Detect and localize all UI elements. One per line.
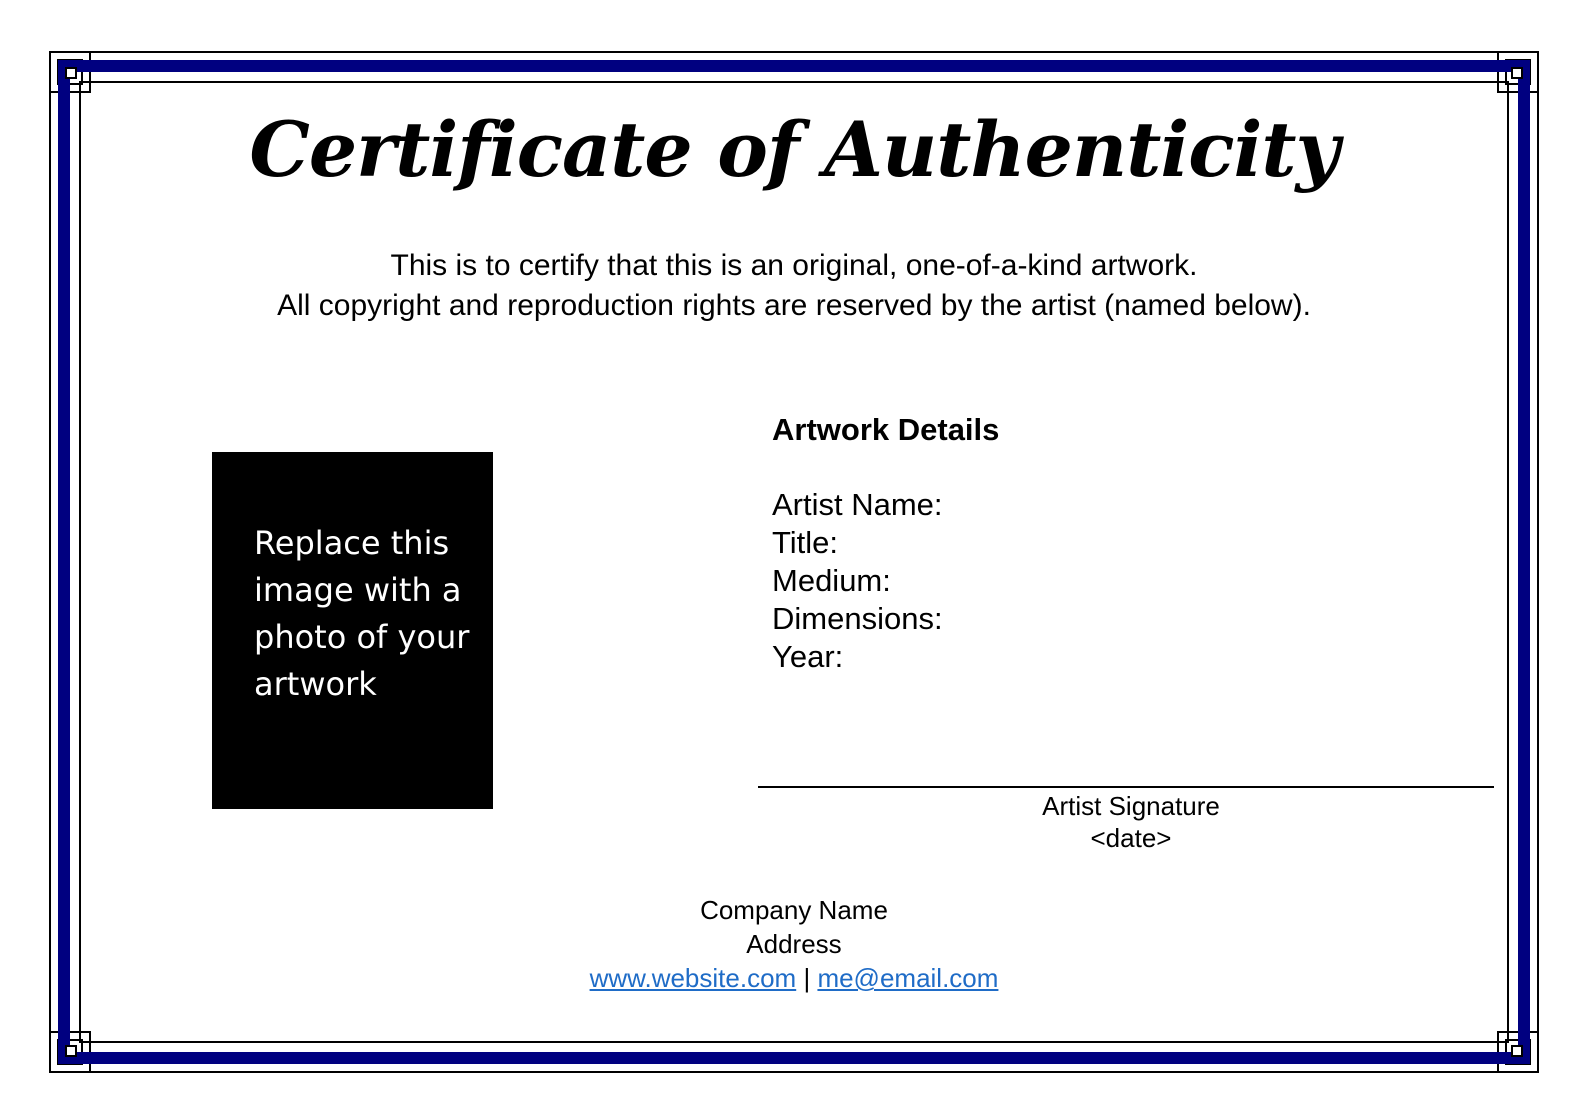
detail-field-medium: Medium: [772, 563, 891, 598]
artwork-placeholder-text: Replace this image with a photo of your artwork [254, 524, 470, 703]
detail-field-title: Title: [772, 525, 839, 560]
detail-field-dimensions: Dimensions: [772, 601, 943, 636]
company-info [494, 893, 1094, 995]
intro-line-1: This is to certify that this is an original, one-of-a-kind artwork. [390, 249, 1198, 282]
artwork-details-list [772, 486, 943, 676]
artwork-details-heading: Artwork Details [772, 412, 1000, 447]
intro-line-2: All copyright and reproduction rights are reserved by the artist (named below). [277, 289, 1311, 322]
contact-separator: | [803, 963, 811, 993]
signature-line [758, 786, 1494, 788]
signature-date: <date> [1090, 823, 1172, 853]
detail-field-year: Year: [772, 639, 844, 674]
company-name: Company Name [700, 895, 888, 925]
signature-label: Artist Signature [1042, 791, 1220, 821]
certificate-title: Certificate of Authenticity [249, 105, 1339, 194]
certificate-intro [0, 246, 1588, 326]
company-address: Address [746, 929, 842, 959]
email-link[interactable]: me@email.com [817, 963, 999, 993]
signature-block [958, 790, 1304, 854]
company-contact [494, 961, 1094, 995]
artwork-image-placeholder[interactable] [212, 452, 493, 809]
website-link[interactable]: www.website.com [589, 963, 797, 993]
detail-field-artist-name: Artist Name: [772, 487, 943, 522]
